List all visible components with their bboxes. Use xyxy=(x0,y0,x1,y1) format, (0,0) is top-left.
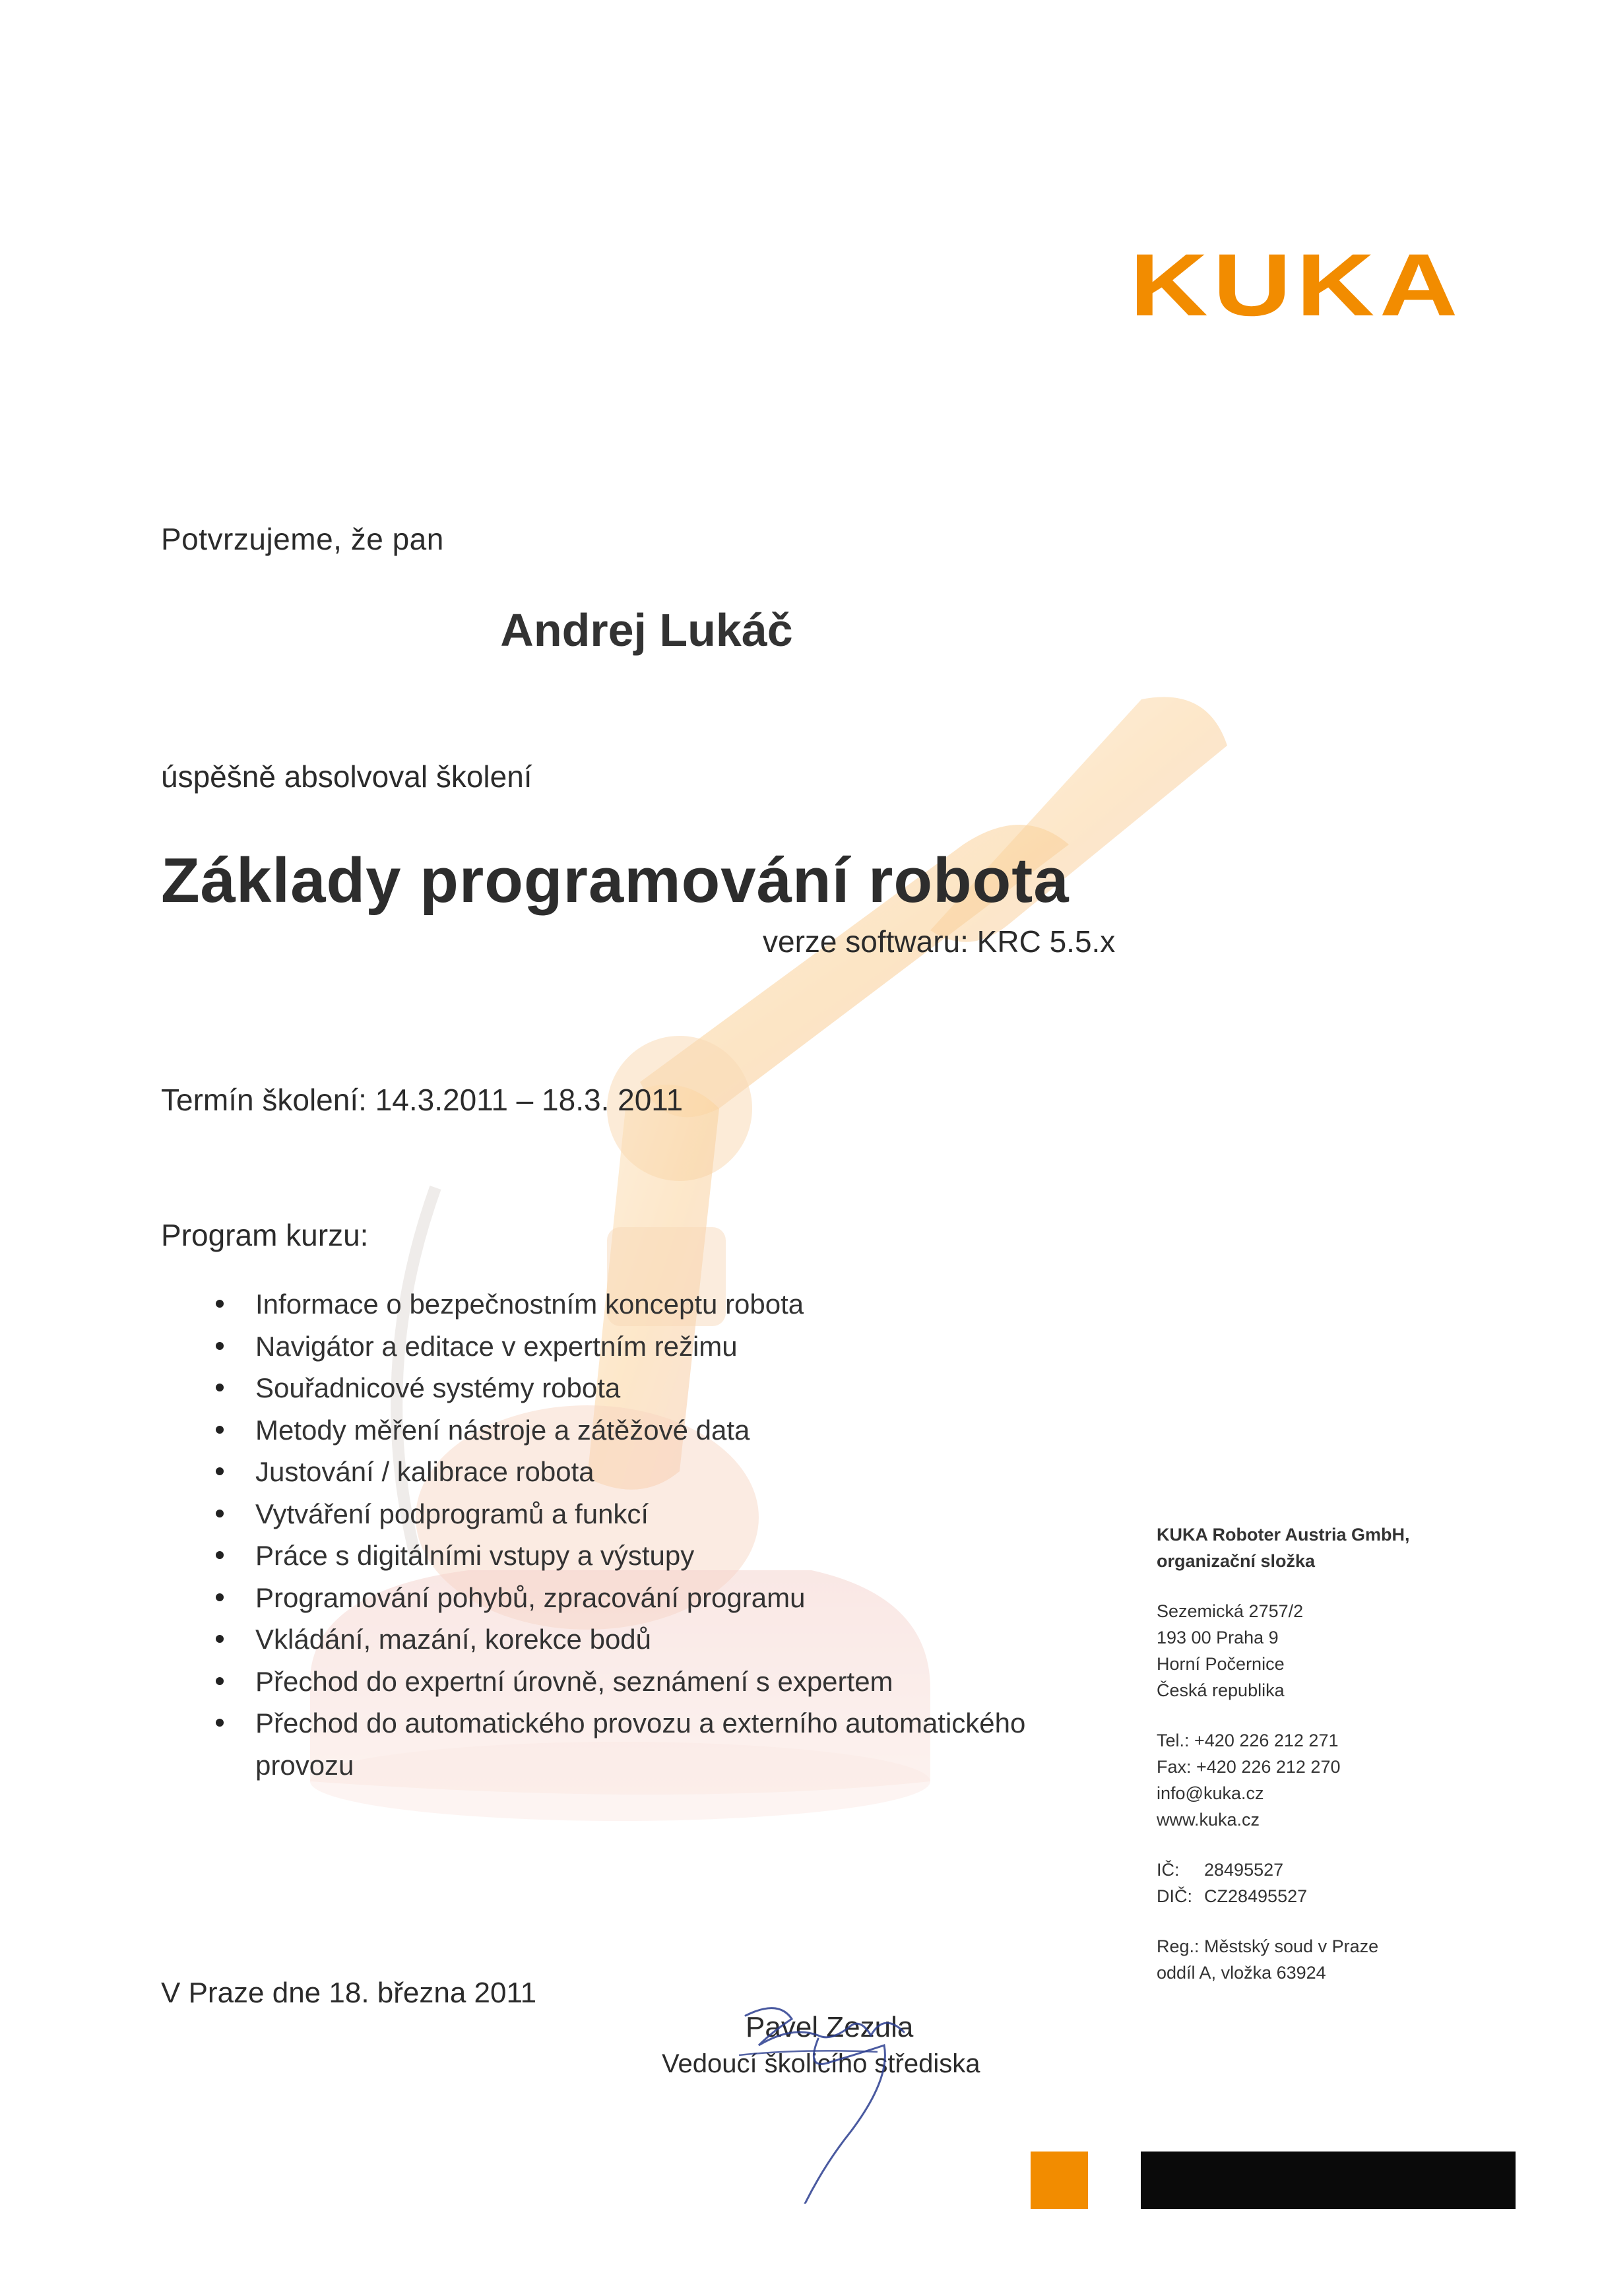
list-item: Navigátor a editace v expertním režimu xyxy=(213,1325,1091,1368)
program-label: Program kurzu: xyxy=(161,1218,369,1252)
company-info xyxy=(1157,1521,1526,1986)
company-district: Horní Počernice xyxy=(1157,1654,1285,1674)
course-title: Základy programování robota xyxy=(161,845,1070,916)
signer-role: Vedoucí školicího střediska xyxy=(662,2049,980,2078)
company-ic: IČ: 28495527 xyxy=(1157,1860,1284,1880)
svg-text:KUKA: KUKA xyxy=(1130,238,1463,335)
bullet-icon xyxy=(216,1719,224,1727)
company-dic: DIČ: CZ28495527 xyxy=(1157,1886,1308,1906)
list-item: Justování / kalibrace robota xyxy=(213,1451,1091,1493)
footer-bar xyxy=(1141,2152,1516,2209)
company-branch: organizační složka xyxy=(1157,1551,1316,1571)
kuka-logo xyxy=(1130,238,1473,336)
intro-text: Potvrzujeme, že pan xyxy=(161,522,444,556)
company-country: Česká republika xyxy=(1157,1680,1285,1700)
bullet-icon xyxy=(216,1426,224,1434)
signer-name: Pavel Zezula xyxy=(746,2011,914,2043)
list-item: Informace o bezpečnostním konceptu robota xyxy=(213,1283,1091,1325)
brand-square xyxy=(1031,2152,1088,2209)
completed-text: úspěšně absolvoval školení xyxy=(161,759,532,794)
company-tel: Tel.: +420 226 212 271 xyxy=(1157,1731,1339,1750)
bullet-icon xyxy=(216,1342,224,1350)
bullet-icon xyxy=(216,1551,224,1559)
company-name: KUKA Roboter Austria GmbH, xyxy=(1157,1525,1410,1545)
bullet-icon xyxy=(216,1384,224,1391)
bullet-icon xyxy=(216,1635,224,1643)
training-term: Termín školení: 14.3.2011 – 18.3. 2011 xyxy=(161,1083,684,1117)
company-email: info@kuka.cz xyxy=(1157,1783,1264,1803)
company-registration-section: oddíl A, vložka 63924 xyxy=(1157,1963,1326,1983)
company-city: 193 00 Praha 9 xyxy=(1157,1628,1279,1647)
bullet-icon xyxy=(216,1300,224,1308)
place-date: V Praze dne 18. března 2011 xyxy=(161,1977,537,2009)
bullet-icon xyxy=(216,1467,224,1475)
list-item: Metody měření nástroje a zátěžové data xyxy=(213,1409,1091,1451)
list-item: Práce s digitálními vstupy a výstupy xyxy=(213,1535,1091,1577)
list-item: Přechod do expertní úrovně, seznámení s expertem xyxy=(213,1661,1091,1703)
bullet-icon xyxy=(216,1677,224,1685)
bullet-icon xyxy=(216,1593,224,1601)
list-item: Vytváření podprogramů a funkcí xyxy=(213,1493,1091,1535)
list-item: Přechod do automatického provozu a externího automatického provozu xyxy=(213,1702,1091,1786)
company-registration: Reg.: Městský soud v Praze xyxy=(1157,1936,1379,1956)
company-web: www.kuka.cz xyxy=(1157,1810,1260,1830)
software-version: verze softwaru: KRC 5.5.x xyxy=(763,924,1116,959)
list-item: Programování pohybů, zpracování programu xyxy=(213,1577,1091,1619)
company-street: Sezemická 2757/2 xyxy=(1157,1601,1304,1621)
list-item: Vkládání, mazání, korekce bodů xyxy=(213,1618,1091,1661)
course-program-list xyxy=(213,1283,1091,1786)
list-item: Souřadnicové systémy robota xyxy=(213,1367,1091,1409)
bullet-icon xyxy=(216,1510,224,1517)
company-fax: Fax: +420 226 212 270 xyxy=(1157,1757,1341,1777)
recipient-name: Andrej Lukáč xyxy=(500,604,793,656)
